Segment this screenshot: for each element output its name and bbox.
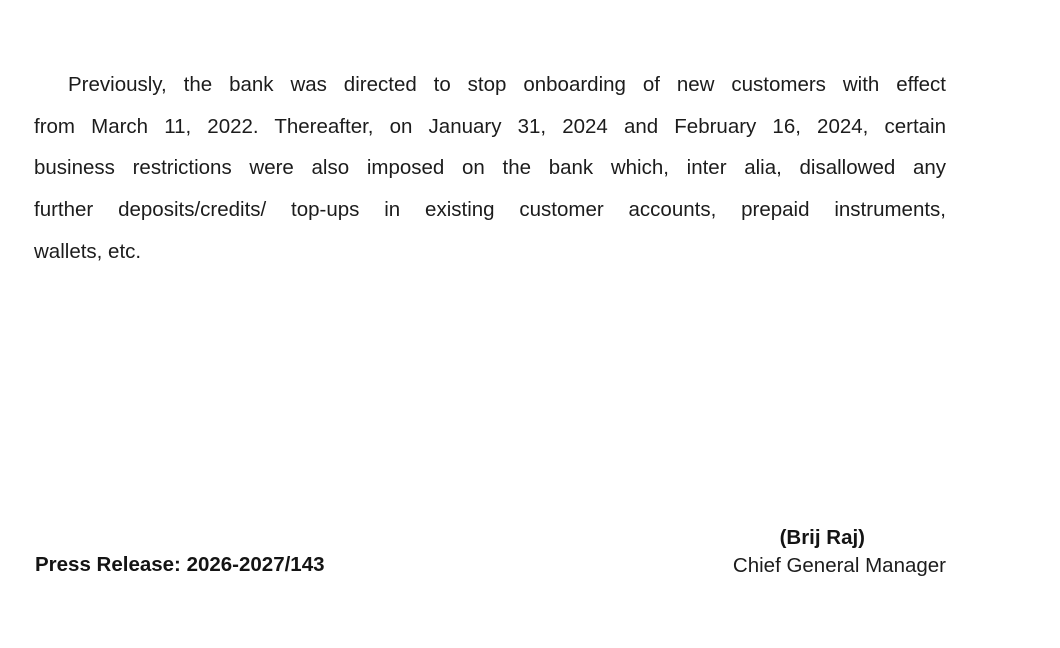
paragraph-line: wallets, etc. — [34, 239, 142, 263]
paragraph-line: further deposits/credits/ top-ups in existing customer accounts, prepaid instruments, — [34, 198, 946, 222]
signatory-name: (Brij Raj) — [779, 526, 865, 549]
signature-block — [640, 524, 946, 580]
paragraph-line: Previously, the bank was directed to stop onboarding of new customers with effect — [68, 73, 946, 96]
signatory-title: Chief General Manager — [732, 554, 946, 577]
body-paragraph — [34, 64, 946, 273]
paragraph-line: business restrictions were also imposed on the bank which, inter alia, disallowed any — [34, 156, 946, 180]
press-release-number: Press Release: 2026-2027/143 — [35, 553, 325, 576]
paragraph-line: from March 11, 2022. Thereafter, on January 31, 2024 and February 16, 2024, certain — [34, 114, 946, 138]
